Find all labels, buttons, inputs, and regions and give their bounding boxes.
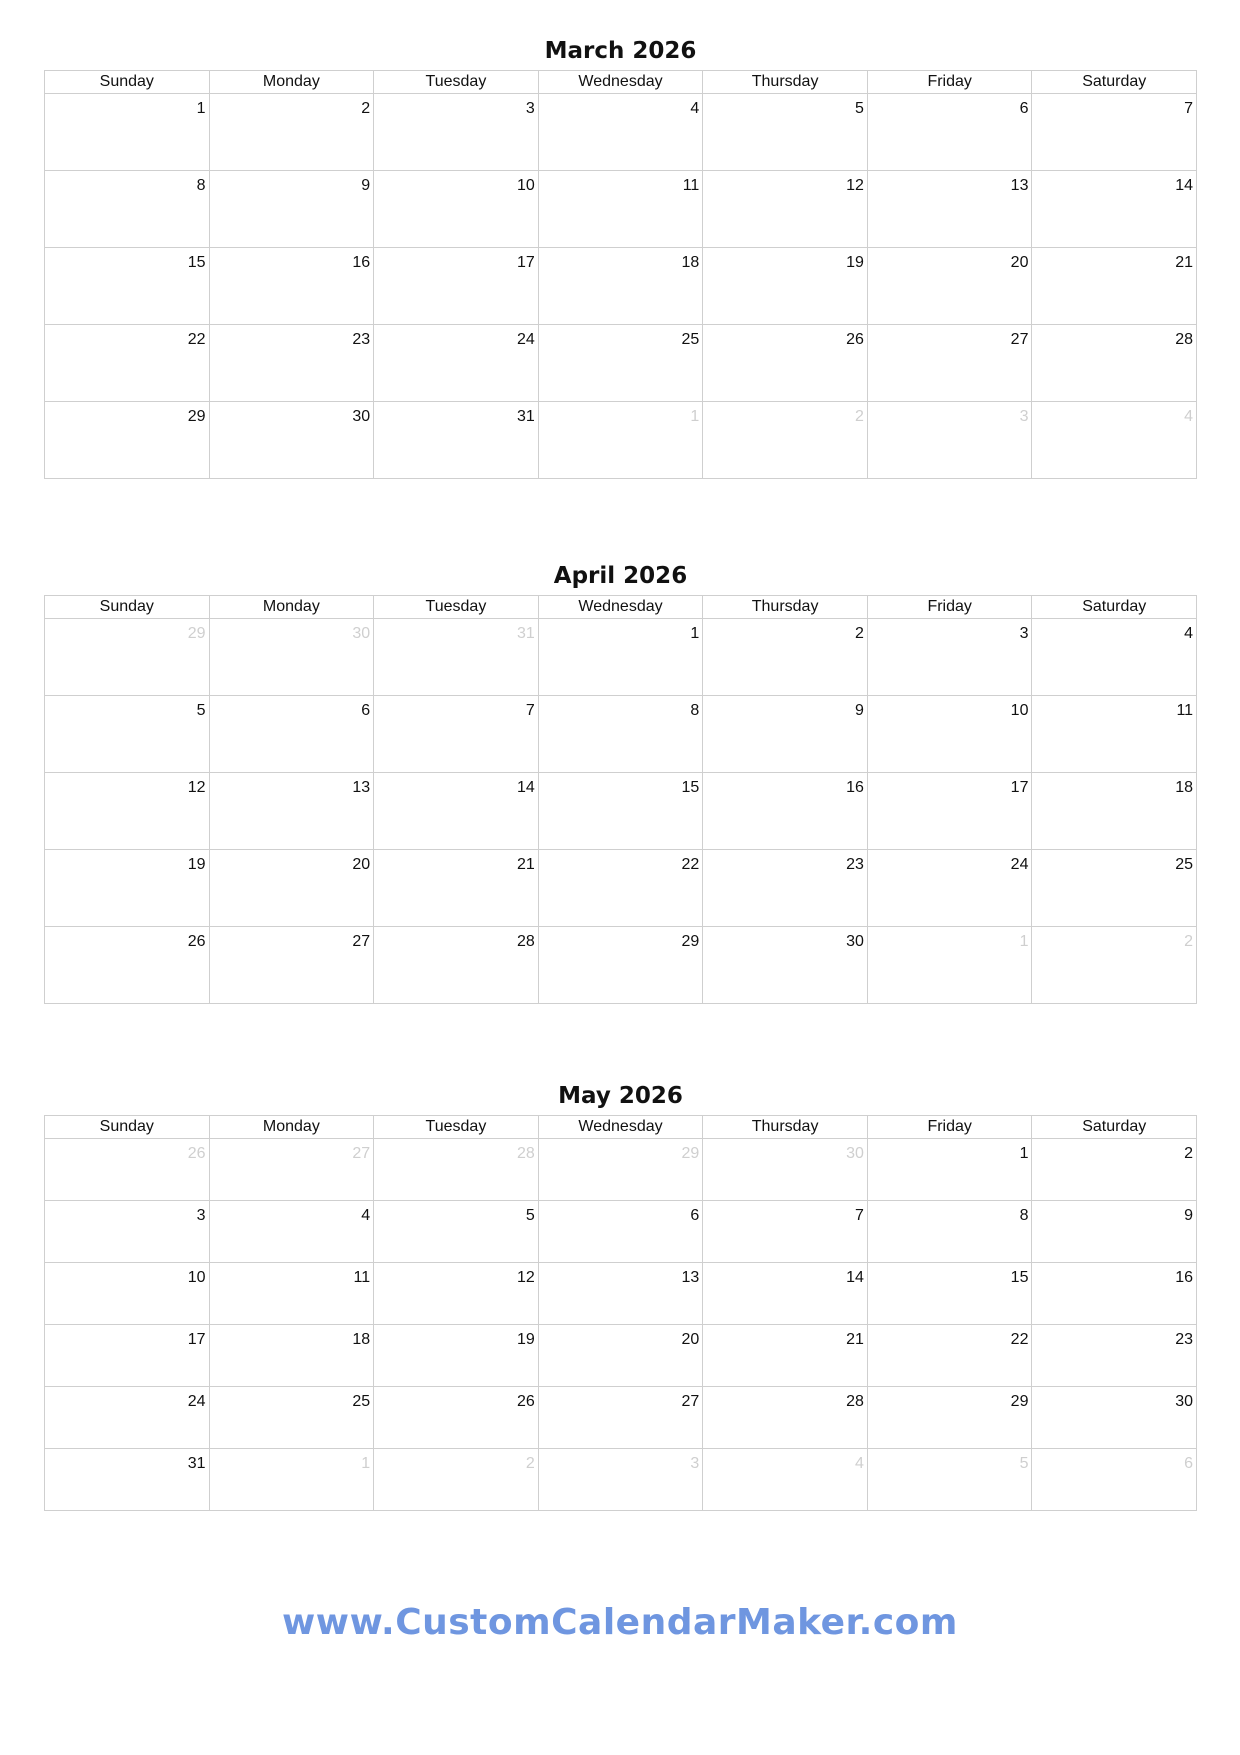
day-cell-outside-month	[210, 1449, 375, 1510]
day-number: 13	[1010, 177, 1029, 194]
day-cell	[539, 1201, 704, 1262]
day-cell	[45, 248, 210, 324]
day-cell	[210, 325, 375, 401]
week-row	[45, 696, 1196, 773]
day-cell	[868, 1387, 1033, 1448]
day-cell	[210, 927, 375, 1003]
day-cell	[1032, 248, 1196, 324]
day-number: 18	[352, 1331, 371, 1348]
day-cell	[374, 171, 539, 247]
day-number: 27	[352, 1145, 371, 1162]
footer-website-link[interactable]: www.CustomCalendarMaker.com	[282, 1602, 958, 1643]
day-number: 7	[1184, 100, 1194, 117]
day-cell	[539, 171, 704, 247]
day-cell	[539, 1325, 704, 1386]
day-number: 4	[1184, 408, 1194, 425]
week-row	[45, 94, 1196, 171]
day-cell-outside-month	[703, 402, 868, 478]
day-cell	[45, 94, 210, 170]
day-number: 6	[690, 1207, 700, 1224]
week-row	[45, 402, 1196, 478]
day-cell-outside-month	[45, 619, 210, 695]
day-cell	[1032, 1201, 1196, 1262]
month-april	[44, 557, 1197, 1004]
day-number: 30	[352, 408, 371, 425]
week-row	[45, 171, 1196, 248]
day-cell	[45, 1325, 210, 1386]
day-number: 26	[846, 331, 864, 348]
day-cell	[374, 850, 539, 926]
day-cell	[210, 248, 375, 324]
day-cell	[703, 1263, 868, 1324]
day-number: 22	[187, 331, 206, 348]
day-cell	[45, 696, 210, 772]
day-cell	[210, 1387, 375, 1448]
weekday-header: Tuesday	[374, 596, 539, 618]
day-number: 27	[1010, 331, 1029, 348]
month-march	[44, 32, 1197, 479]
day-number: 27	[352, 933, 371, 950]
day-cell-outside-month	[1032, 927, 1196, 1003]
day-number: 3	[196, 1207, 206, 1224]
weekday-header-row	[45, 71, 1196, 94]
day-number: 1	[690, 625, 700, 642]
day-cell	[539, 94, 704, 170]
month-title: April 2026	[553, 563, 688, 589]
day-cell	[1032, 1325, 1196, 1386]
day-number: 18	[1175, 779, 1194, 796]
day-number: 11	[353, 1269, 371, 1286]
day-cell	[1032, 171, 1196, 247]
day-number: 3	[1019, 408, 1029, 425]
day-number: 20	[352, 856, 371, 873]
day-number: 12	[516, 1269, 535, 1286]
day-cell	[374, 402, 539, 478]
day-cell	[1032, 94, 1196, 170]
day-number: 1	[361, 1455, 371, 1472]
weekday-header: Thursday	[703, 596, 868, 618]
week-row	[45, 1387, 1196, 1449]
day-cell	[1032, 325, 1196, 401]
day-cell	[703, 171, 868, 247]
day-cell	[703, 325, 868, 401]
weekday-header: Tuesday	[374, 1116, 539, 1138]
weekday-header: Sunday	[45, 71, 210, 93]
day-number: 15	[1010, 1269, 1029, 1286]
day-number: 5	[1019, 1455, 1029, 1472]
week-row	[45, 1325, 1196, 1387]
day-number: 2	[1184, 933, 1194, 950]
week-row	[45, 850, 1196, 927]
day-number: 23	[846, 856, 864, 873]
day-cell	[703, 773, 868, 849]
day-number: 26	[516, 1393, 535, 1410]
day-cell	[210, 1263, 375, 1324]
day-number: 17	[516, 254, 535, 271]
day-number: 20	[681, 1331, 700, 1348]
day-cell-outside-month	[374, 1139, 539, 1200]
day-number: 24	[516, 331, 535, 348]
day-cell	[703, 696, 868, 772]
day-cell	[703, 1387, 868, 1448]
day-number: 2	[525, 1455, 535, 1472]
day-cell	[539, 325, 704, 401]
day-cell	[1032, 696, 1196, 772]
weekday-header: Monday	[210, 1116, 375, 1138]
day-cell	[374, 248, 539, 324]
day-number: 8	[1019, 1207, 1029, 1224]
day-cell	[539, 927, 704, 1003]
week-row	[45, 1449, 1196, 1510]
weekday-header-row	[45, 596, 1196, 619]
weekday-header-row	[45, 1116, 1196, 1139]
day-number: 6	[361, 702, 371, 719]
day-cell	[210, 94, 375, 170]
day-number: 28	[1175, 331, 1194, 348]
day-cell	[210, 1201, 375, 1262]
day-number: 21	[1175, 254, 1194, 271]
day-cell	[210, 1325, 375, 1386]
day-cell	[703, 248, 868, 324]
day-cell	[45, 850, 210, 926]
week-row	[45, 619, 1196, 696]
day-number: 8	[196, 177, 206, 194]
day-cell	[703, 619, 868, 695]
day-cell	[703, 1201, 868, 1262]
day-number: 1	[690, 408, 700, 425]
day-cell-outside-month	[539, 1139, 704, 1200]
day-cell-outside-month	[1032, 1449, 1196, 1510]
weekday-header: Wednesday	[539, 596, 704, 618]
day-number: 3	[525, 100, 535, 117]
day-number: 30	[846, 1145, 864, 1162]
weekday-header: Tuesday	[374, 71, 539, 93]
day-number: 3	[1019, 625, 1029, 642]
day-cell-outside-month	[374, 619, 539, 695]
month-title: March 2026	[544, 38, 697, 64]
day-cell	[868, 1263, 1033, 1324]
day-number: 28	[846, 1393, 864, 1410]
day-cell	[45, 171, 210, 247]
day-number: 8	[690, 702, 700, 719]
weekday-header: Friday	[868, 596, 1033, 618]
day-cell	[374, 1387, 539, 1448]
day-number: 13	[681, 1269, 700, 1286]
week-row	[45, 773, 1196, 850]
day-cell	[374, 1325, 539, 1386]
day-cell-outside-month	[703, 1449, 868, 1510]
day-cell-outside-month	[539, 402, 704, 478]
day-cell-outside-month	[210, 619, 375, 695]
day-number: 29	[187, 408, 206, 425]
day-cell	[703, 927, 868, 1003]
day-cell	[868, 1201, 1033, 1262]
day-cell-outside-month	[210, 1139, 375, 1200]
day-cell	[868, 1139, 1033, 1200]
day-number: 1	[1019, 933, 1029, 950]
day-number: 6	[1184, 1455, 1194, 1472]
day-number: 4	[690, 100, 700, 117]
day-number: 15	[681, 779, 700, 796]
weekday-header: Monday	[210, 596, 375, 618]
weekday-header: Saturday	[1082, 73, 1147, 90]
day-cell	[868, 619, 1033, 695]
day-number: 5	[525, 1207, 535, 1224]
day-number: 29	[187, 625, 206, 642]
day-number: 5	[854, 100, 864, 117]
day-number: 12	[187, 779, 206, 796]
day-number: 25	[681, 331, 700, 348]
day-number: 25	[352, 1393, 371, 1410]
day-number: 27	[681, 1393, 700, 1410]
day-cell	[1032, 1263, 1196, 1324]
day-cell	[868, 94, 1033, 170]
weekday-header: Saturday	[1082, 598, 1147, 615]
day-number: 17	[187, 1331, 206, 1348]
weekday-header: Saturday	[1082, 1118, 1147, 1135]
day-number: 7	[525, 702, 535, 719]
day-number: 14	[846, 1269, 864, 1286]
day-cell	[374, 1263, 539, 1324]
week-row	[45, 1201, 1196, 1263]
day-cell	[45, 325, 210, 401]
calendar-grid	[44, 595, 1197, 1004]
day-number: 4	[1184, 625, 1194, 642]
day-cell-outside-month	[868, 1449, 1033, 1510]
day-number: 10	[187, 1269, 206, 1286]
day-number: 23	[1175, 1331, 1194, 1348]
day-number: 13	[352, 779, 371, 796]
day-number: 2	[854, 625, 864, 642]
day-cell	[1032, 1139, 1196, 1200]
day-number: 19	[846, 254, 864, 271]
day-number: 23	[352, 331, 371, 348]
day-number: 19	[187, 856, 206, 873]
day-cell	[868, 248, 1033, 324]
week-row	[45, 1263, 1196, 1325]
month-may	[44, 1077, 1197, 1511]
weekday-header: Thursday	[703, 1116, 868, 1138]
day-number: 3	[690, 1455, 700, 1472]
day-cell	[374, 927, 539, 1003]
weekday-header: Thursday	[703, 71, 868, 93]
day-number: 4	[361, 1207, 371, 1224]
day-number: 26	[187, 933, 206, 950]
weekday-header: Monday	[210, 71, 375, 93]
day-number: 31	[516, 625, 535, 642]
day-number: 2	[1184, 1145, 1194, 1162]
week-row	[45, 927, 1196, 1003]
day-cell-outside-month	[1032, 402, 1196, 478]
day-cell-outside-month	[374, 1449, 539, 1510]
day-cell	[210, 171, 375, 247]
day-cell	[210, 773, 375, 849]
day-number: 7	[854, 1207, 864, 1224]
day-cell	[210, 696, 375, 772]
day-cell	[45, 402, 210, 478]
calendar-grid	[44, 1115, 1197, 1511]
day-number: 10	[1010, 702, 1029, 719]
day-number: 25	[1175, 856, 1194, 873]
day-number: 19	[516, 1331, 535, 1348]
day-number: 20	[1010, 254, 1029, 271]
day-cell	[45, 1387, 210, 1448]
day-number: 30	[1175, 1393, 1194, 1410]
weekday-header: Friday	[868, 71, 1033, 93]
day-number: 21	[516, 856, 535, 873]
day-number: 9	[361, 177, 371, 194]
day-cell	[868, 773, 1033, 849]
day-number: 2	[854, 408, 864, 425]
calendar-grid	[44, 70, 1197, 479]
weekday-header: Sunday	[45, 1116, 210, 1138]
day-number: 18	[681, 254, 700, 271]
week-row	[45, 1139, 1196, 1201]
day-number: 12	[846, 177, 864, 194]
weekday-header: Wednesday	[539, 1116, 704, 1138]
day-number: 1	[1019, 1145, 1029, 1162]
day-number: 28	[516, 933, 535, 950]
day-cell-outside-month	[703, 1139, 868, 1200]
day-number: 31	[516, 408, 535, 425]
day-cell	[703, 94, 868, 170]
day-cell	[539, 1387, 704, 1448]
day-number: 10	[516, 177, 535, 194]
month-title: May 2026	[558, 1083, 683, 1109]
day-number: 9	[1184, 1207, 1194, 1224]
weekday-header: Friday	[868, 1116, 1033, 1138]
day-cell	[868, 171, 1033, 247]
day-cell	[539, 248, 704, 324]
day-number: 11	[1176, 702, 1194, 719]
day-number: 16	[352, 254, 371, 271]
week-row	[45, 248, 1196, 325]
day-cell-outside-month	[45, 1139, 210, 1200]
day-cell	[374, 696, 539, 772]
day-number: 26	[187, 1145, 206, 1162]
weekday-header: Sunday	[45, 596, 210, 618]
day-cell	[539, 850, 704, 926]
day-cell	[868, 696, 1033, 772]
day-cell	[374, 94, 539, 170]
day-cell	[45, 1449, 210, 1510]
day-cell	[539, 696, 704, 772]
day-number: 6	[1019, 100, 1029, 117]
day-cell-outside-month	[539, 1449, 704, 1510]
day-number: 21	[846, 1331, 864, 1348]
week-row	[45, 325, 1196, 402]
day-number: 14	[516, 779, 535, 796]
day-cell	[703, 1325, 868, 1386]
day-number: 9	[854, 702, 864, 719]
day-cell	[703, 850, 868, 926]
day-cell	[539, 773, 704, 849]
day-cell	[539, 1263, 704, 1324]
day-cell	[1032, 850, 1196, 926]
day-cell	[1032, 1387, 1196, 1448]
day-cell	[45, 927, 210, 1003]
day-number: 15	[187, 254, 206, 271]
day-cell	[210, 402, 375, 478]
day-number: 24	[1010, 856, 1029, 873]
day-cell	[539, 619, 704, 695]
day-cell	[868, 1325, 1033, 1386]
day-cell	[374, 1201, 539, 1262]
day-cell	[868, 325, 1033, 401]
day-number: 31	[187, 1455, 206, 1472]
weekday-header: Wednesday	[539, 71, 704, 93]
day-number: 11	[682, 177, 700, 194]
day-number: 5	[196, 702, 206, 719]
day-cell	[868, 850, 1033, 926]
day-cell	[374, 325, 539, 401]
day-number: 29	[1010, 1393, 1029, 1410]
day-number: 16	[846, 779, 864, 796]
day-number: 24	[187, 1393, 206, 1410]
day-cell	[45, 1263, 210, 1324]
day-cell	[45, 1201, 210, 1262]
day-cell	[1032, 773, 1196, 849]
day-cell	[45, 773, 210, 849]
day-cell	[374, 773, 539, 849]
day-number: 14	[1175, 177, 1194, 194]
day-number: 30	[352, 625, 371, 642]
day-number: 22	[1010, 1331, 1029, 1348]
day-number: 28	[516, 1145, 535, 1162]
day-cell-outside-month	[868, 402, 1033, 478]
day-number: 17	[1010, 779, 1029, 796]
day-cell	[1032, 619, 1196, 695]
day-number: 1	[196, 100, 206, 117]
day-number: 29	[681, 1145, 700, 1162]
day-number: 2	[361, 100, 371, 117]
day-number: 22	[681, 856, 700, 873]
day-number: 4	[854, 1455, 864, 1472]
day-cell	[210, 850, 375, 926]
day-number: 16	[1175, 1269, 1194, 1286]
day-number: 30	[846, 933, 864, 950]
day-number: 29	[681, 933, 700, 950]
day-cell-outside-month	[868, 927, 1033, 1003]
